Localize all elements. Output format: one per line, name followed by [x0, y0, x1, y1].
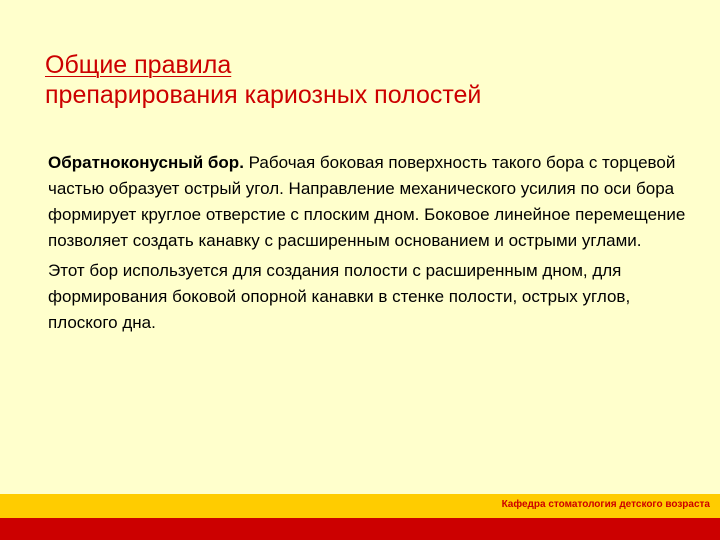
paragraph-1	[48, 150, 693, 254]
title-line-2: препарирования кариозных полостей	[45, 81, 482, 109]
footer-department: Кафедра стоматология детского возраста	[501, 499, 710, 510]
paragraph-1-lead: Обратноконусный бор.	[48, 153, 244, 172]
slide-title	[45, 50, 695, 110]
slide-body	[48, 150, 693, 340]
paragraph-1-text: Рабочая боковая поверхность такого бора с торцевой частью образует острый угол. Направление механического усилия по оси бора формирует круглое отверстие с плоским дном. Боковое линейное перемещение позволяет создать канавку с расширенным основанием и острыми углами.	[48, 153, 686, 250]
paragraph-2: Этот бор используется для создания полости с расширенным дном, для формирования боковой опорной канавки в стенке полости, острых углов, плоского дна.	[48, 261, 631, 332]
footer-band-red	[0, 518, 720, 540]
title-line-1: Общие правила	[45, 51, 232, 79]
